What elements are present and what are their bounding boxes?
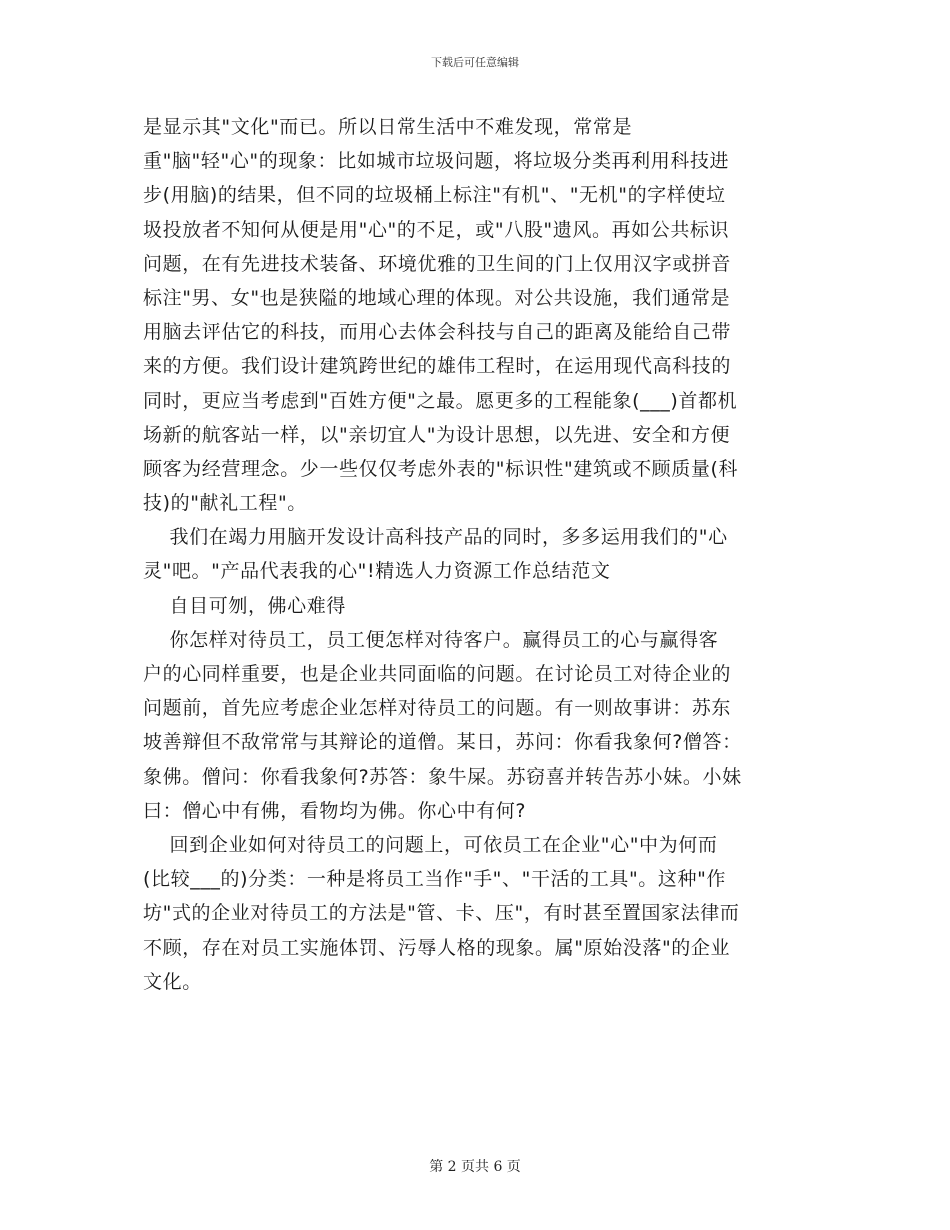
text-line: 顾客为经营理念。少一些仅仅考虑外表的"标识性"建筑或不顾质量(科 — [143, 457, 739, 480]
text-line: 我们在竭力用脑开发设计高科技产品的同时，多多运用我们的"心 — [143, 526, 728, 549]
body-text — [143, 110, 811, 999]
text-line: 回到企业如何对待员工的问题上，可依员工在企业"心"中为何而 — [143, 833, 718, 856]
text-line: 象佛。僧问：你看我象何?苏答：象牛屎。苏窃喜并转告苏小妹。小妹 — [143, 765, 742, 788]
text-line: 坡善辩但不敌常常与其辩论的道僧。某日，苏问：你看我象何?僧答： — [143, 731, 742, 754]
text-line: 灵"吧。"产品代表我的心"!精选人力资源工作总结范文 — [143, 560, 611, 583]
text-line: 步(用脑)的结果，但不同的垃圾桶上标注"有机"、"无机"的字样使垃 — [143, 184, 726, 207]
text-line: 标注"男、女"也是狭隘的地域心理的体现。对公共设施，我们通常是 — [143, 286, 731, 309]
page-footer: 第 2 页共 6 页 — [429, 1159, 521, 1175]
text-line: (比较___的)分类：一种是将员工当作"手"、"干活的工具"。这种"作 — [143, 868, 727, 891]
text-line: 用脑去评估它的科技，而用心去体会科技与自己的距离及能给自己带 — [143, 321, 732, 344]
text-line: 户的心同样重要，也是企业共同面临的问题。在讨论员工对待企业的 — [143, 663, 732, 685]
text-line: 不顾，存在对员工实施体罚、污辱人格的现象。属"原始没落"的企业 — [143, 936, 731, 959]
text-line: 同时，更应当考虑到"百姓方便"之最。愿更多的工程能象(___)首都机 — [143, 389, 738, 412]
text-line: 场新的航客站一样，以"亲切宜人"为设计思想，以先进、安全和方便 — [143, 423, 731, 446]
text-line: 问题，在有先进技术装备、环境优雅的卫生间的门上仅用汉字或拼音 — [143, 252, 732, 275]
text-line: 重"脑"轻"心"的现象：比如城市垃圾问题，将垃圾分类再利用科技进 — [143, 150, 730, 173]
page-header: 下载后可任意编辑 — [431, 56, 519, 69]
text-line: 你怎样对待员工，员工便怎样对待客户。赢得员工的心与赢得客 — [143, 628, 719, 651]
text-line: 技)的"献礼工程"。 — [143, 492, 307, 515]
text-line: 曰：僧心中有佛，看物均为佛。你心中有何? — [143, 799, 527, 822]
text-line: 来的方便。我们设计建筑跨世纪的雄伟工程时，在运用现代高科技的 — [143, 355, 732, 378]
text-line: 自目可刎，佛心难得 — [143, 594, 346, 617]
text-line: 圾投放者不知何从便是用"心"的不足，或"八股"遗风。再如公共标识 — [143, 218, 730, 241]
text-line: 文化。 — [143, 970, 202, 993]
text-line: 问题前，首先应考虑企业怎样对待员工的问题。有一则故事讲：苏东 — [143, 697, 732, 720]
text-line: 坊"式的企业对待员工的方法是"管、卡、压"，有时甚至置国家法律而 — [143, 902, 740, 925]
text-line: 是显示其"文化"而已。所以日常生活中不难发现，常常是 — [143, 116, 633, 138]
